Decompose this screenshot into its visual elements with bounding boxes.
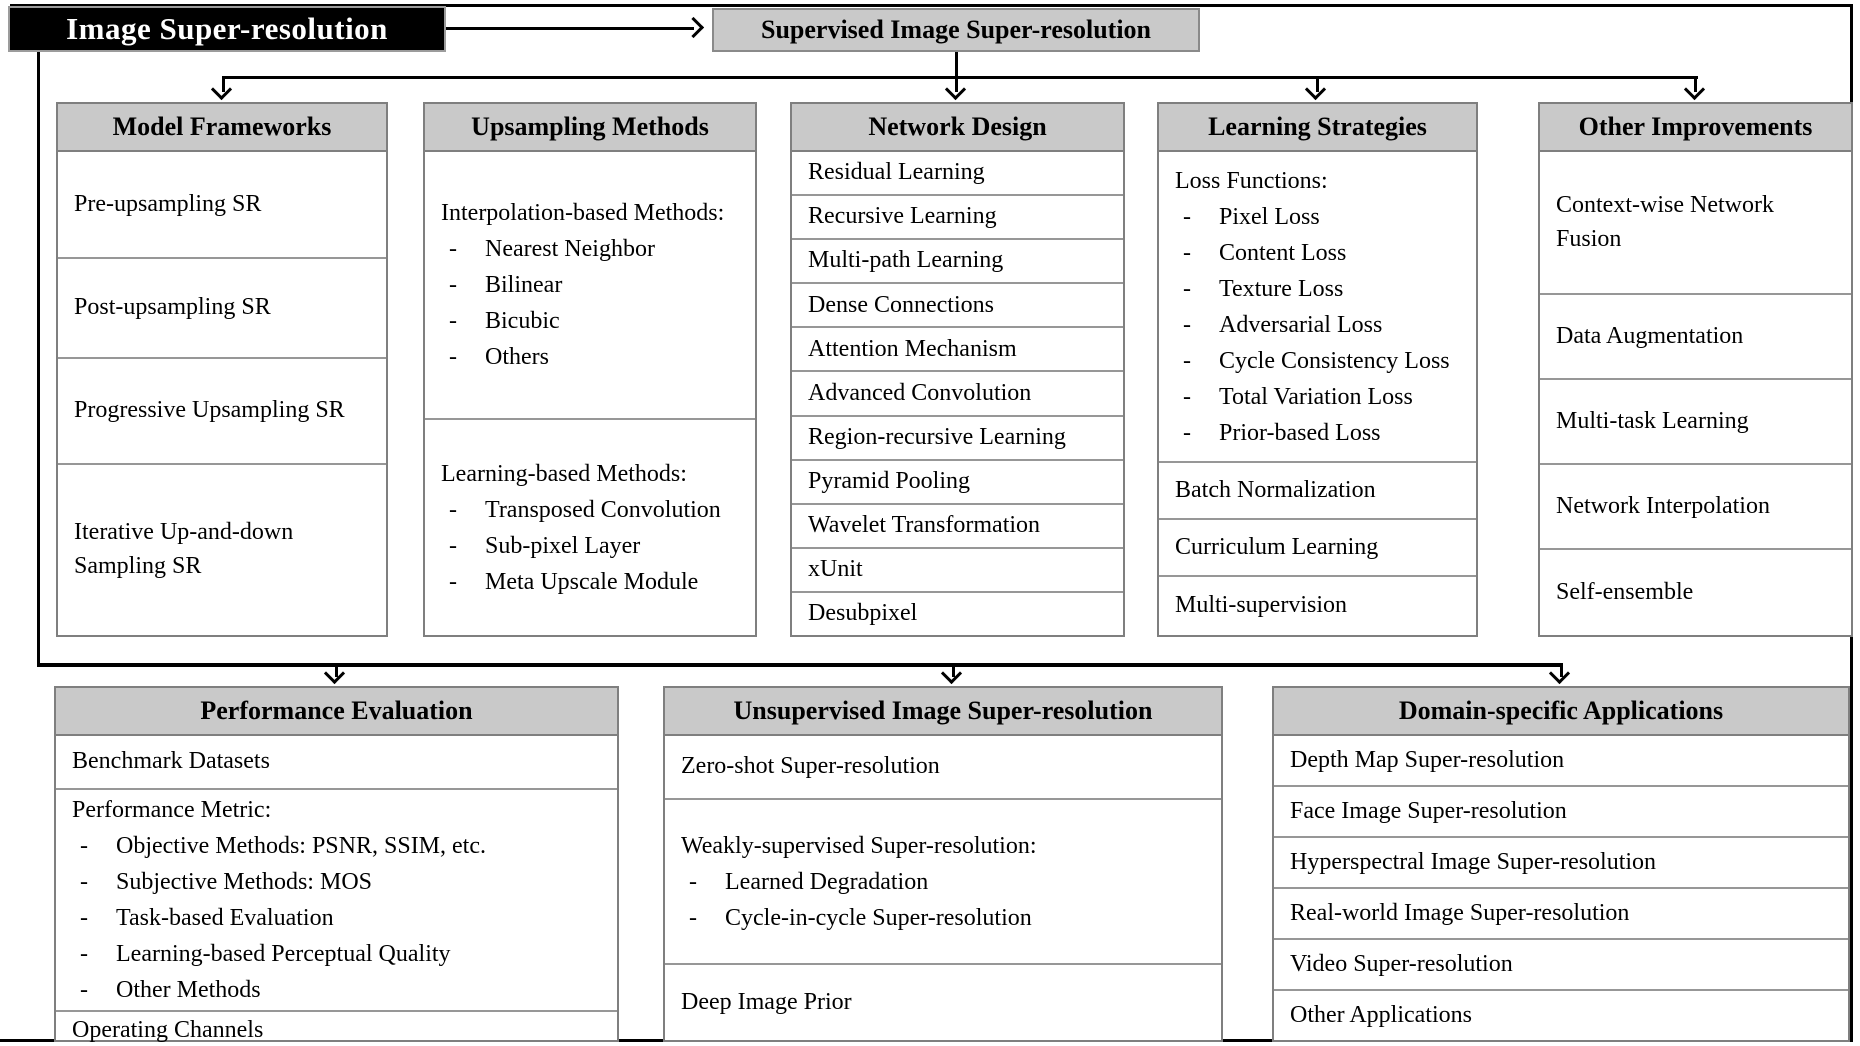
cell-face-image-sr: Face Image Super-resolution <box>1274 785 1848 836</box>
list-item: - Learned Degradation <box>681 864 1211 900</box>
cell-multi-task-learning: Multi-task Learning <box>1540 378 1851 463</box>
cell-recursive-learning: Recursive Learning <box>792 194 1123 238</box>
arrowhead-other-improvements-icon <box>1684 79 1705 100</box>
cell-zero-shot-sr: Zero-shot Super-resolution <box>681 753 940 780</box>
panel-title: Unsupervised Image Super-resolution <box>733 696 1153 725</box>
panel-title: Performance Evaluation <box>200 696 473 725</box>
cell-intro: Interpolation-based Methods: <box>441 200 725 226</box>
panel-header-upsampling-methods <box>425 104 755 152</box>
cell-performance-metric <box>56 788 617 1010</box>
cell-wavelet-transformation: Wavelet Transformation <box>792 503 1123 547</box>
panel-upsampling-methods <box>423 102 757 637</box>
panel-other-improvements <box>1538 102 1853 637</box>
list-item: - Bicubic <box>441 303 745 339</box>
cell-network-interpolation: Network Interpolation <box>1540 463 1851 548</box>
cell-dense-connections: Dense Connections <box>792 282 1123 326</box>
root-node-label: Image Super-resolution <box>66 11 388 46</box>
cell-deep-image-prior: Deep Image Prior <box>665 963 1221 1040</box>
cell-iterative-up-and-down-sr: Iterative Up-and-down Sampling SR <box>58 463 386 635</box>
cell-pyramid-pooling: Pyramid Pooling <box>792 459 1123 503</box>
cell-advanced-convolution: Advanced Convolution <box>792 370 1123 414</box>
panel-header-performance-evaluation <box>56 688 617 736</box>
panel-title: Model Frameworks <box>112 112 332 141</box>
panel-network-design <box>790 102 1125 637</box>
cell-multi-path-learning: Multi-path Learning <box>792 238 1123 282</box>
supervised-node <box>712 8 1200 52</box>
cell-other-applications: Other Applications <box>1274 989 1848 1040</box>
panel-title: Domain-specific Applications <box>1398 696 1724 725</box>
panel-title: Network Design <box>868 112 1047 141</box>
cell-self-ensemble: Self-ensemble <box>1540 548 1851 635</box>
list-item: - Content Loss <box>1175 235 1466 271</box>
cell-desubpixel: Desubpixel <box>792 591 1123 635</box>
panel-header-other-improvements <box>1540 104 1851 152</box>
cell-benchmark-datasets: Benchmark Datasets <box>72 748 270 775</box>
panel-model-frameworks <box>56 102 388 637</box>
arrowhead-model-frameworks-icon <box>211 79 232 100</box>
list-item: - Transposed Convolution <box>441 492 745 528</box>
list-item: - Cycle Consistency Loss <box>1175 343 1466 379</box>
cell-learning-based-methods <box>425 418 755 635</box>
cell-post-upsampling-sr: Post-upsampling SR <box>58 257 386 357</box>
list-item: - Task-based Evaluation <box>72 900 607 936</box>
cell-intro: Loss Functions: <box>1175 167 1328 194</box>
cell-video-sr: Video Super-resolution <box>1274 938 1848 989</box>
cell-interpolation-based-methods <box>425 152 755 418</box>
list-item: - Meta Upscale Module <box>441 564 745 600</box>
cell-multi-supervision: Multi-supervision <box>1159 575 1476 635</box>
list-item: - Sub-pixel Layer <box>441 528 745 564</box>
panel-header-model-frameworks <box>58 104 386 152</box>
cell-context-wise-network-fusion: Context-wise Network Fusion <box>1556 191 1774 252</box>
cell-weakly-supervised-sr <box>665 798 1221 963</box>
list-item: - Prior-based Loss <box>1175 415 1466 451</box>
cell-xunit: xUnit <box>792 547 1123 591</box>
cell-progressive-upsampling-sr: Progressive Upsampling SR <box>58 357 386 463</box>
supervised-node-label: Supervised Image Super-resolution <box>760 15 1152 44</box>
arrowhead-network-design-icon <box>945 79 966 100</box>
panel-performance-evaluation <box>54 686 619 1042</box>
list-item: - Nearest Neighbor <box>441 231 745 267</box>
cell-intro: Learning-based Methods: <box>441 460 687 487</box>
cell-attention-mechanism: Attention Mechanism <box>792 326 1123 370</box>
supervised-stem-line <box>955 52 958 78</box>
list-item: - Bilinear <box>441 267 745 303</box>
list-item: - Subjective Methods: MOS <box>72 864 607 900</box>
cell-curriculum-learning: Curriculum Learning <box>1159 518 1476 575</box>
cell-real-world-image-sr: Real-world Image Super-resolution <box>1274 887 1848 938</box>
panel-domain-applications <box>1272 686 1850 1042</box>
root-to-supervised-arrowhead-icon <box>683 17 704 38</box>
panel-header-unsupervised-sr <box>665 688 1221 736</box>
list-item: - Cycle-in-cycle Super-resolution <box>681 900 1211 936</box>
cell-depth-map-sr: Depth Map Super-resolution <box>1290 746 1565 773</box>
list-item: - Objective Methods: PSNR, SSIM, etc. <box>72 828 607 864</box>
cell-region-recursive-learning: Region-recursive Learning <box>792 415 1123 459</box>
bottom-distributor-line <box>37 663 1563 667</box>
list-item: - Total Variation Loss <box>1175 379 1466 415</box>
panel-learning-strategies <box>1157 102 1478 637</box>
list-item: - Other Methods <box>72 972 607 1008</box>
cell-residual-learning: Residual Learning <box>808 159 985 186</box>
cell-intro: Performance Metric: <box>72 797 272 823</box>
list-item: - Adversarial Loss <box>1175 307 1466 343</box>
panel-unsupervised-sr <box>663 686 1223 1042</box>
panel-title: Learning Strategies <box>1208 112 1427 141</box>
root-node <box>8 6 446 52</box>
list-item: - Others <box>441 339 745 375</box>
list-item: - Learning-based Perceptual Quality <box>72 936 607 972</box>
panel-header-domain-applications <box>1274 688 1848 736</box>
cell-hyperspectral-image-sr: Hyperspectral Image Super-resolution <box>1274 836 1848 887</box>
cell-intro: Weakly-supervised Super-resolution: <box>681 832 1037 859</box>
root-to-bottom-connector-line <box>37 50 40 667</box>
panel-header-learning-strategies <box>1159 104 1476 152</box>
top-distributor-line <box>222 76 1698 79</box>
panel-header-network-design <box>792 104 1123 152</box>
cell-batch-normalization: Batch Normalization <box>1159 461 1476 518</box>
cell-operating-channels: Operating Channels <box>56 1010 617 1046</box>
cell-data-augmentation: Data Augmentation <box>1540 293 1851 378</box>
cell-loss-functions <box>1159 152 1476 461</box>
panel-title: Other Improvements <box>1578 112 1813 141</box>
arrowhead-learning-strategies-icon <box>1305 79 1326 100</box>
list-item: - Pixel Loss <box>1175 199 1466 235</box>
panel-title: Upsampling Methods <box>471 112 709 141</box>
list-item: - Texture Loss <box>1175 271 1466 307</box>
cell-pre-upsampling-sr: Pre-upsampling SR <box>74 190 262 217</box>
root-to-supervised-arrow-line <box>446 27 694 30</box>
